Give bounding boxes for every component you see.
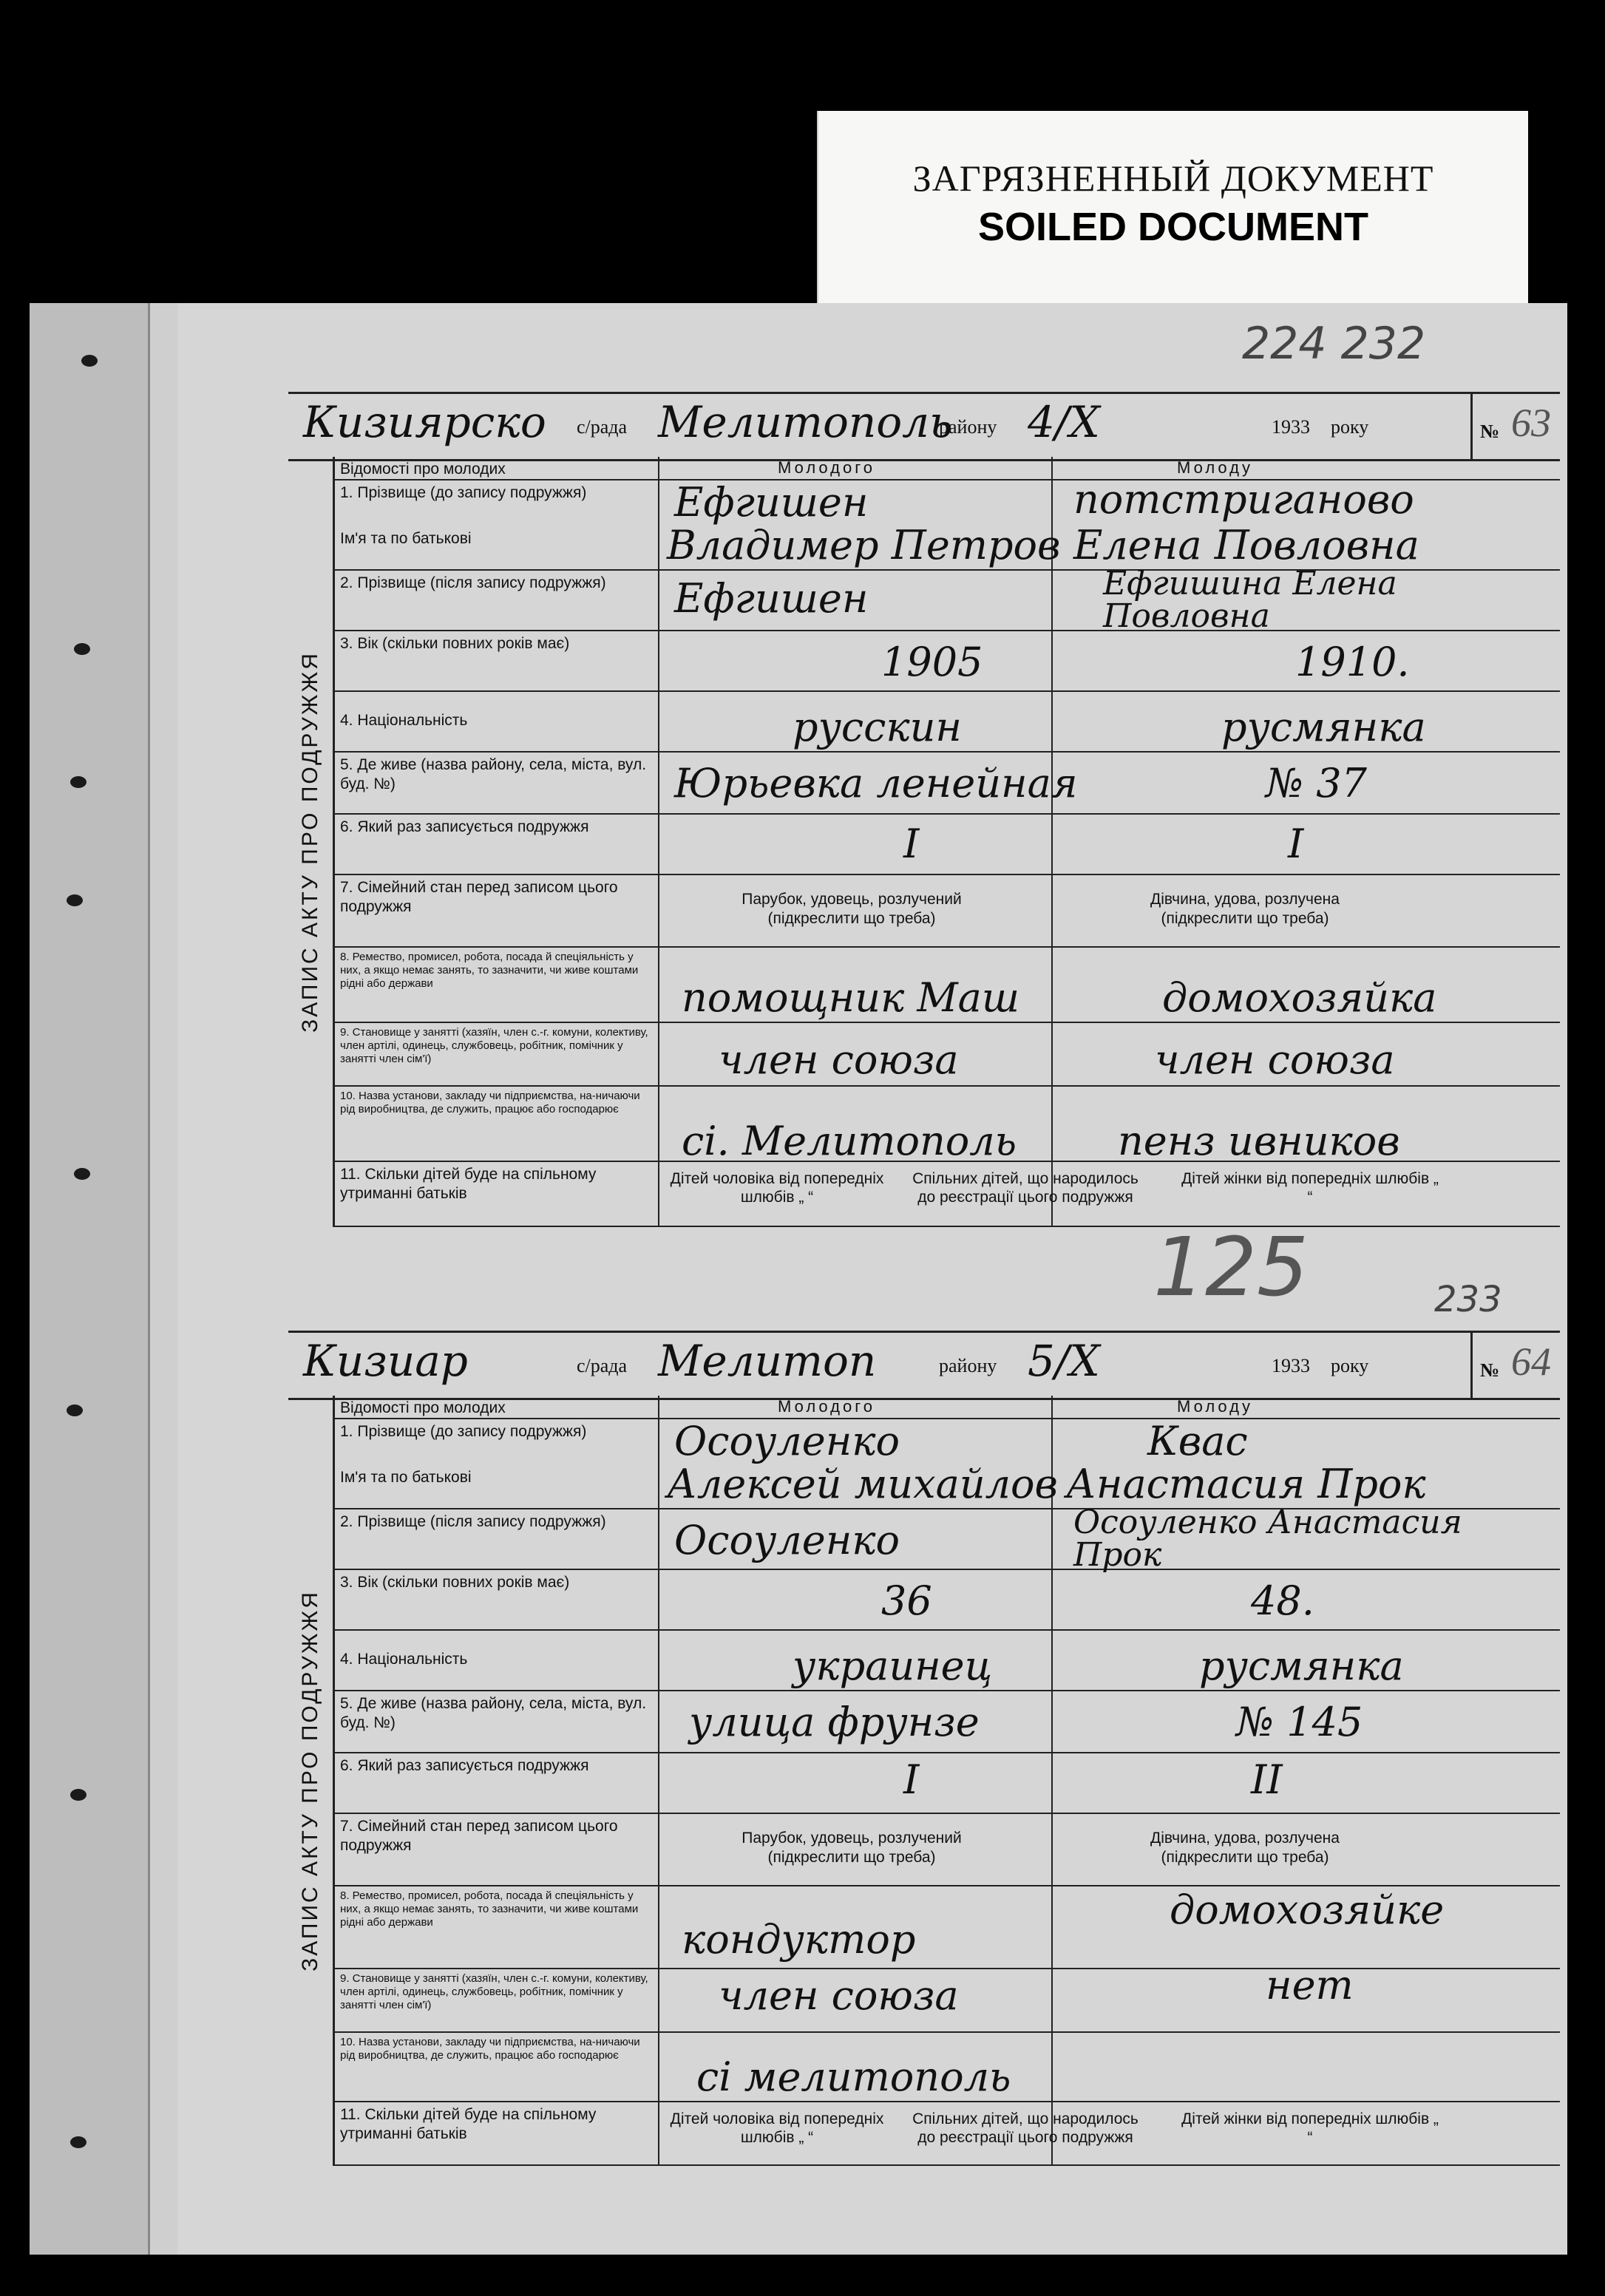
bride-column-header: Молоду: [1177, 1397, 1253, 1416]
archive-number-right: 233: [1434, 1279, 1502, 1320]
council-name: Кизиар: [303, 1336, 468, 1386]
bride-residence: № 145: [1236, 1699, 1363, 1745]
row-label: 8. Ремество, промисел, робота, посада й спеціяльність у них, а якщо немає занять, то зазначити, чи живе коштами рідні або держави: [340, 951, 639, 990]
row-label: 10. Назва установи, закладу чи підприємства, на-ничаючи рід виробництва, де служить, працює або господарює: [340, 2036, 640, 2062]
row-workplace: [334, 2033, 1560, 2102]
row-label: 4. Національність: [340, 1651, 468, 1668]
row-nationality: [334, 692, 1560, 753]
row-label: 9. Становище у занятті (хазяїн, член с.-г. комуни, колективу, член артілі, одинець, службовець, робітник, помічник у занятті член сім'ї): [340, 1972, 648, 2011]
bride-nationality: русмянка: [1199, 1643, 1404, 1689]
soiled-document-stamp: [817, 111, 1528, 303]
row-label: 2. Прізвище (після запису подружжя): [340, 574, 606, 591]
registration-date: 5/Х: [1028, 1336, 1100, 1386]
row-occupation: [334, 948, 1560, 1023]
label-column-header: Відомості про молодих: [340, 461, 506, 478]
number-label: №: [1480, 1359, 1500, 1381]
punch-hole: [67, 1405, 83, 1416]
bride-name: Елена Повловна: [1073, 522, 1419, 568]
kids-husband-label: Дітей чоловіка від попередніх шлюбів „ “: [670, 2110, 884, 2146]
record-header: [288, 1331, 1560, 1400]
row-label: 6. Який раз записується подружжя: [340, 818, 589, 835]
groom-surname-before: Осоуленко: [674, 1418, 900, 1464]
bride-status-options: Дівчина, удова, розлучена: [1150, 1830, 1340, 1847]
bride-times: І: [1288, 821, 1304, 867]
marriage-record-2: [288, 1331, 1560, 2166]
record-header: [288, 392, 1560, 461]
bride-age: 48.: [1251, 1577, 1314, 1624]
bride-position: нет: [1266, 1962, 1354, 2008]
rada-label: с/рада: [577, 416, 628, 438]
groom-column-header: Молодого: [778, 1397, 876, 1416]
groom-times: І: [903, 821, 920, 867]
groom-workplace: сі мелитополь: [696, 2054, 1011, 2100]
punch-hole: [81, 355, 98, 367]
groom-times: І: [903, 1756, 920, 1803]
bride-birth-year: 1910.: [1295, 639, 1410, 685]
groom-name: Владимер Петров: [667, 522, 1061, 568]
label-column-header: Відомості про молодих: [340, 1399, 506, 1416]
row-label: 1. Прізвище (до запису подружжя): [340, 1423, 587, 1440]
row-occupation: [334, 1886, 1560, 1969]
archive-number-top: 224 232: [1242, 318, 1426, 370]
kids-wife-label: Дітей жінки від попередніх шлюбів „ “: [1181, 1170, 1439, 1206]
row-label: 5. Де живе (назва району, села, міста, вул. буд. №): [340, 1695, 647, 1731]
record-number-box: [1470, 394, 1560, 459]
raion-label: району: [939, 1355, 997, 1376]
bride-status-options: Дівчина, удова, розлучена: [1150, 891, 1340, 908]
bride-occupation: домохозяйке: [1170, 1886, 1445, 1933]
row-residence: [334, 753, 1560, 815]
row-label: 3. Вік (скільки повних років має): [340, 635, 570, 652]
row-nationality: [334, 1631, 1560, 1691]
bride-column-header: Молоду: [1177, 458, 1253, 477]
registration-date: 4/Х: [1028, 397, 1100, 447]
marriage-record-1: [288, 392, 1560, 1227]
groom-nationality: русскин: [793, 704, 962, 750]
kids-common-label: Спільних дітей, що народилось до реєстрації цього подружжя: [912, 1170, 1139, 1206]
row-label: 2. Прізвище (після запису подружжя): [340, 1513, 606, 1530]
punch-hole: [70, 2136, 86, 2148]
row-label: 11. Скільки дітей буде на спільному утриманні батьків: [340, 2106, 597, 2142]
archive-number-middle: 125: [1153, 1220, 1309, 1314]
document-sheet: [30, 303, 1567, 2255]
roku-label: року: [1331, 1355, 1369, 1376]
side-title-text: ЗАПИС АКТУ ПРО ПОДРУЖЖЯ: [298, 651, 322, 1033]
row-label: 7. Сімейний стан перед записом цього подружжя: [340, 1818, 618, 1854]
row-marital-status: [334, 1814, 1560, 1886]
groom-occupation: помощник Маш: [682, 974, 1020, 1021]
bride-name: Анастасия Прок: [1066, 1461, 1426, 1507]
groom-residence: улица фрунзе: [689, 1699, 980, 1745]
bride-occupation: домохозяйка: [1162, 974, 1437, 1021]
row-children: [334, 1162, 1560, 1227]
row-surname-after: [334, 565, 1560, 635]
groom-position: член союза: [719, 1036, 959, 1083]
row-position: [334, 1023, 1560, 1087]
kids-wife-label: Дітей жінки від попередніх шлюбів „ “: [1181, 2110, 1439, 2146]
row-age: [334, 631, 1560, 692]
number-label: №: [1480, 421, 1500, 442]
groom-status-note: (підкреслити що треба): [767, 910, 936, 927]
punch-hole: [70, 776, 86, 788]
row-times-married: [334, 1753, 1560, 1814]
groom-occupation: кондуктор: [682, 1916, 916, 1963]
record-number: 63: [1511, 401, 1551, 445]
row-label: 11. Скільки дітей буде на спільному утриманні батьків: [340, 1166, 597, 1202]
punch-hole: [74, 643, 90, 655]
stamp-english-text: SOILED DOCUMENT: [977, 205, 1368, 249]
bride-status-note: (підкреслити що треба): [1161, 910, 1329, 927]
bride-times: ІІ: [1251, 1756, 1283, 1803]
groom-position: член союза: [719, 1972, 959, 2019]
groom-nationality: украинец: [793, 1643, 993, 1689]
groom-status-options: Парубок, удовець, розлучений: [742, 1830, 962, 1847]
bride-residence: № 37: [1266, 760, 1367, 806]
row-label: 3. Вік (скільки повних років має): [340, 1574, 570, 1591]
groom-surname-after: Осоуленко: [674, 1517, 900, 1563]
groom-age: 36: [881, 1577, 932, 1624]
row-label: 8. Ремество, промисел, робота, посада й спеціяльність у них, а якщо немає занять, то зазначити, чи живе коштами рідні або держави: [340, 1889, 639, 1929]
groom-birth-year: 1905: [881, 639, 983, 685]
row-label: 6. Який раз записується подружжя: [340, 1757, 589, 1774]
bride-position: член союза: [1155, 1036, 1395, 1083]
register-page: [177, 303, 1567, 2255]
bride-nationality: русмянка: [1221, 704, 1426, 750]
rada-label: с/рада: [577, 1355, 628, 1376]
row-label: 4. Національність: [340, 712, 468, 729]
row-surname-name: [334, 1419, 1560, 1509]
raion-label: району: [939, 416, 997, 438]
groom-name: Алексей михайлов: [667, 1461, 1058, 1507]
groom-surname-before: Ефгишен: [674, 479, 869, 526]
binding-strip: [30, 303, 150, 2255]
row-surname-after: [334, 1504, 1560, 1574]
year-value: 1933: [1272, 1355, 1310, 1376]
groom-residence: Юрьевка ленейная: [674, 760, 1078, 806]
district-name: Мелитоп: [658, 1336, 877, 1386]
row-label: 1. Прізвище (до запису подружжя): [340, 484, 587, 501]
groom-surname-after: Ефгишен: [674, 575, 869, 622]
column-header-row: [334, 1396, 1560, 1419]
bride-surname-after: Ефгишина Елена Повловна: [1103, 565, 1397, 635]
row-label: 10. Назва установи, закладу чи підприємства, на-ничаючи рід виробництва, де служить, працює або господарює: [340, 1090, 640, 1115]
record-number-box: [1470, 1333, 1560, 1398]
row-surname-name: [334, 476, 1560, 571]
year-value: 1933: [1272, 416, 1310, 438]
bride-status-note: (підкреслити що треба): [1161, 1849, 1329, 1866]
record-number: 64: [1511, 1339, 1551, 1384]
district-name: Мелитополь: [658, 397, 953, 447]
bride-surname-before: потстриганово: [1073, 476, 1414, 523]
row-age: [334, 1570, 1560, 1631]
bride-surname-before: Квас: [1147, 1418, 1248, 1464]
groom-status-options: Парубок, удовець, розлучений: [742, 891, 962, 908]
groom-workplace: сі. Мелитополь: [682, 1118, 1017, 1164]
punch-hole: [70, 1789, 86, 1801]
row-label: 5. Де живе (назва району, села, міста, вул. буд. №): [340, 756, 647, 792]
row-label: Ім'я та по батькові: [340, 530, 472, 547]
row-label: Ім'я та по батькові: [340, 1469, 472, 1486]
row-residence: [334, 1691, 1560, 1753]
kids-common-label: Спільних дітей, що народилось до реєстрації цього подружжя: [912, 2110, 1139, 2146]
council-name: Кизиярско: [303, 397, 546, 447]
roku-label: року: [1331, 416, 1369, 438]
row-label: 9. Становище у занятті (хазяїн, член с.-г. комуни, колективу, член артілі, одинець, службовець, робітник, помічник у занятті член сім'ї): [340, 1026, 648, 1065]
kids-husband-label: Дітей чоловіка від попередніх шлюбів „ “: [670, 1170, 884, 1206]
row-label: 7. Сімейний стан перед записом цього подружжя: [340, 879, 618, 915]
side-title: [288, 457, 335, 1227]
bride-workplace: пенз ивников: [1118, 1118, 1400, 1164]
punch-hole: [74, 1168, 90, 1180]
row-times-married: [334, 815, 1560, 875]
stamp-russian-text: ЗАГРЯЗНЕННЫЙ ДОКУМЕНТ: [912, 157, 1434, 199]
side-title-text: ЗАПИС АКТУ ПРО ПОДРУЖЖЯ: [298, 1590, 322, 1971]
row-marital-status: [334, 875, 1560, 948]
row-position: [334, 1962, 1560, 2033]
side-title: [288, 1396, 335, 2166]
punch-hole: [67, 894, 83, 906]
groom-column-header: Молодого: [778, 458, 876, 477]
row-workplace: [334, 1087, 1560, 1162]
groom-status-note: (підкреслити що треба): [767, 1849, 936, 1866]
row-children: [334, 2102, 1560, 2166]
bride-surname-after: Осоуленко Анастасия Прок: [1073, 1504, 1462, 1574]
